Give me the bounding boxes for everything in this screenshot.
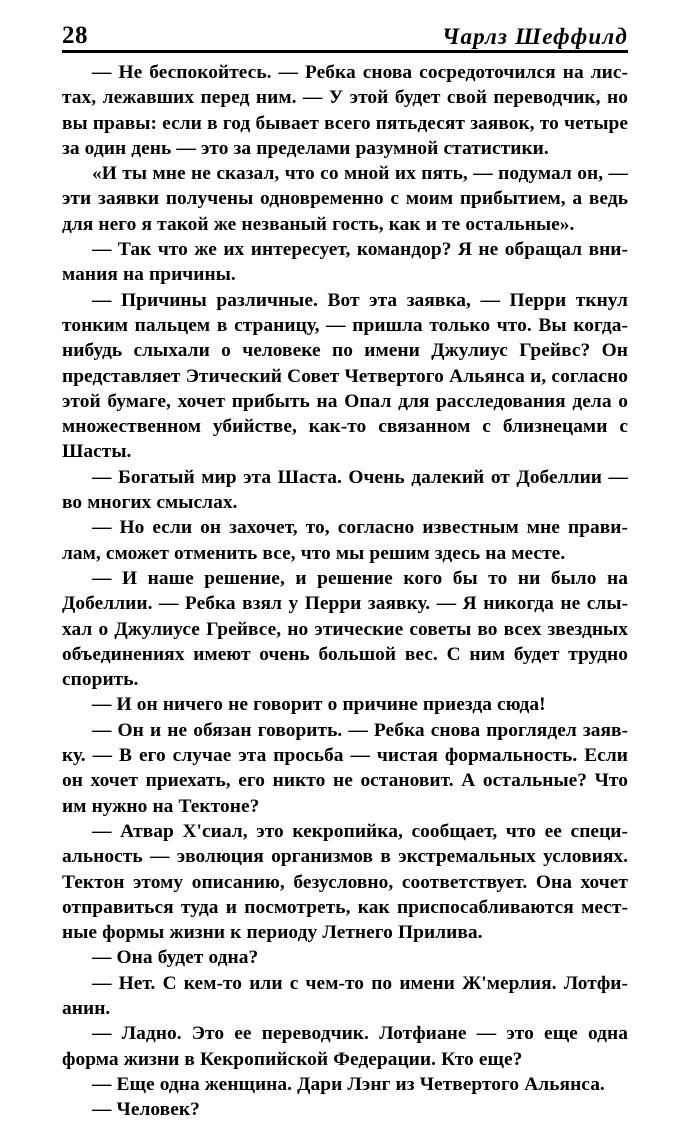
paragraph: — Причины различные. Вот эта заявка, — Перри ткнул тонким пальцем в страницу, — пришла только что. Вы когда-нибудь слыхали о человеке по имени Джулиус Грейвс? Он представляет Этический Совет Четвертого Альянса и, согласно этой бумаге, хочет прибыть на Опал для расследования дела о множественном убийстве, как-то связанном с близнецами с Шасты.: [62, 289, 628, 463]
paragraph: — Человек?: [92, 1099, 200, 1121]
paragraph: — Так что же их интересует, командор? Я не обращал внимания на причины.: [62, 239, 628, 286]
header-divider: [62, 50, 628, 53]
page-header: [62, 14, 628, 48]
paragraph: — Нет. С кем-то или с чем-то по имени Ж'мерлия. Лотфианин.: [62, 972, 628, 1019]
paragraph: «И ты мне не сказал, что со мной их пять, — подумал он, — эти заявки получены одновременно с моим прибытием, а ведь для него я такой же незваный гость, как и те остальные».: [62, 163, 628, 235]
paragraph: — Ладно. Это ее переводчик. Лотфиане — это еще одна форма жизни в Кекропийской Федерации. Кто еще?: [62, 1023, 628, 1070]
page-number: 28: [62, 22, 88, 49]
paragraph: — Но если он захочет, то, согласно известным мне правилам, сможет отменить все, что мы решим здесь на месте.: [62, 517, 628, 564]
paragraph: — Богатый мир эта Шаста. Очень далекий от Добеллии — во многих смыслах.: [62, 466, 628, 514]
paragraph: — Она будет одна?: [92, 947, 259, 969]
paragraph: — Не беспокойтесь. — Ребка снова сосредоточился на листах, лежавших перед ним. — У этой будет свой переводчик, но вы правы: если в год бывает всего пятьдесят заявок, то четыре за один день — это за пределами разумной статистики.: [62, 62, 628, 159]
body-text: [62, 60, 628, 1122]
paragraph: — Еще одна женщина. Дари Лэнг из Четвертого Альянса.: [92, 1073, 605, 1095]
paragraph: — Атвар Х'сиал, это кекропийка, сообщает, что ее специальность — эволюция организмов в экстремальных условиях. Тектон этому описанию, безусловно, соответствует. Она хочет отправиться туда и посмотреть, как приспосабливаются местные формы жизни к периоду Летнего Прилива.: [62, 820, 628, 944]
paragraph: — И наше решение, и решение кого бы то ни было на Добеллии. — Ребка взял у Перри заявку. — Я никогда не слыхал о Джулиусе Грейвсе, но этические советы во всех звездных объединениях имеют очень большой вес. С ним будет трудно спорить.: [62, 567, 628, 691]
running-head-author: Чарлз Шеффилд: [442, 24, 628, 49]
paragraph: — Он и не обязан говорить. — Ребка снова проглядел заявку. — В его случае эта просьба — чистая формальность. Если он хочет приехать, его никто не остановит. А остальные? Что им нужно на Тектоне?: [62, 719, 628, 817]
paragraph: — И он ничего не говорит о причине приезда сюда!: [92, 694, 546, 716]
